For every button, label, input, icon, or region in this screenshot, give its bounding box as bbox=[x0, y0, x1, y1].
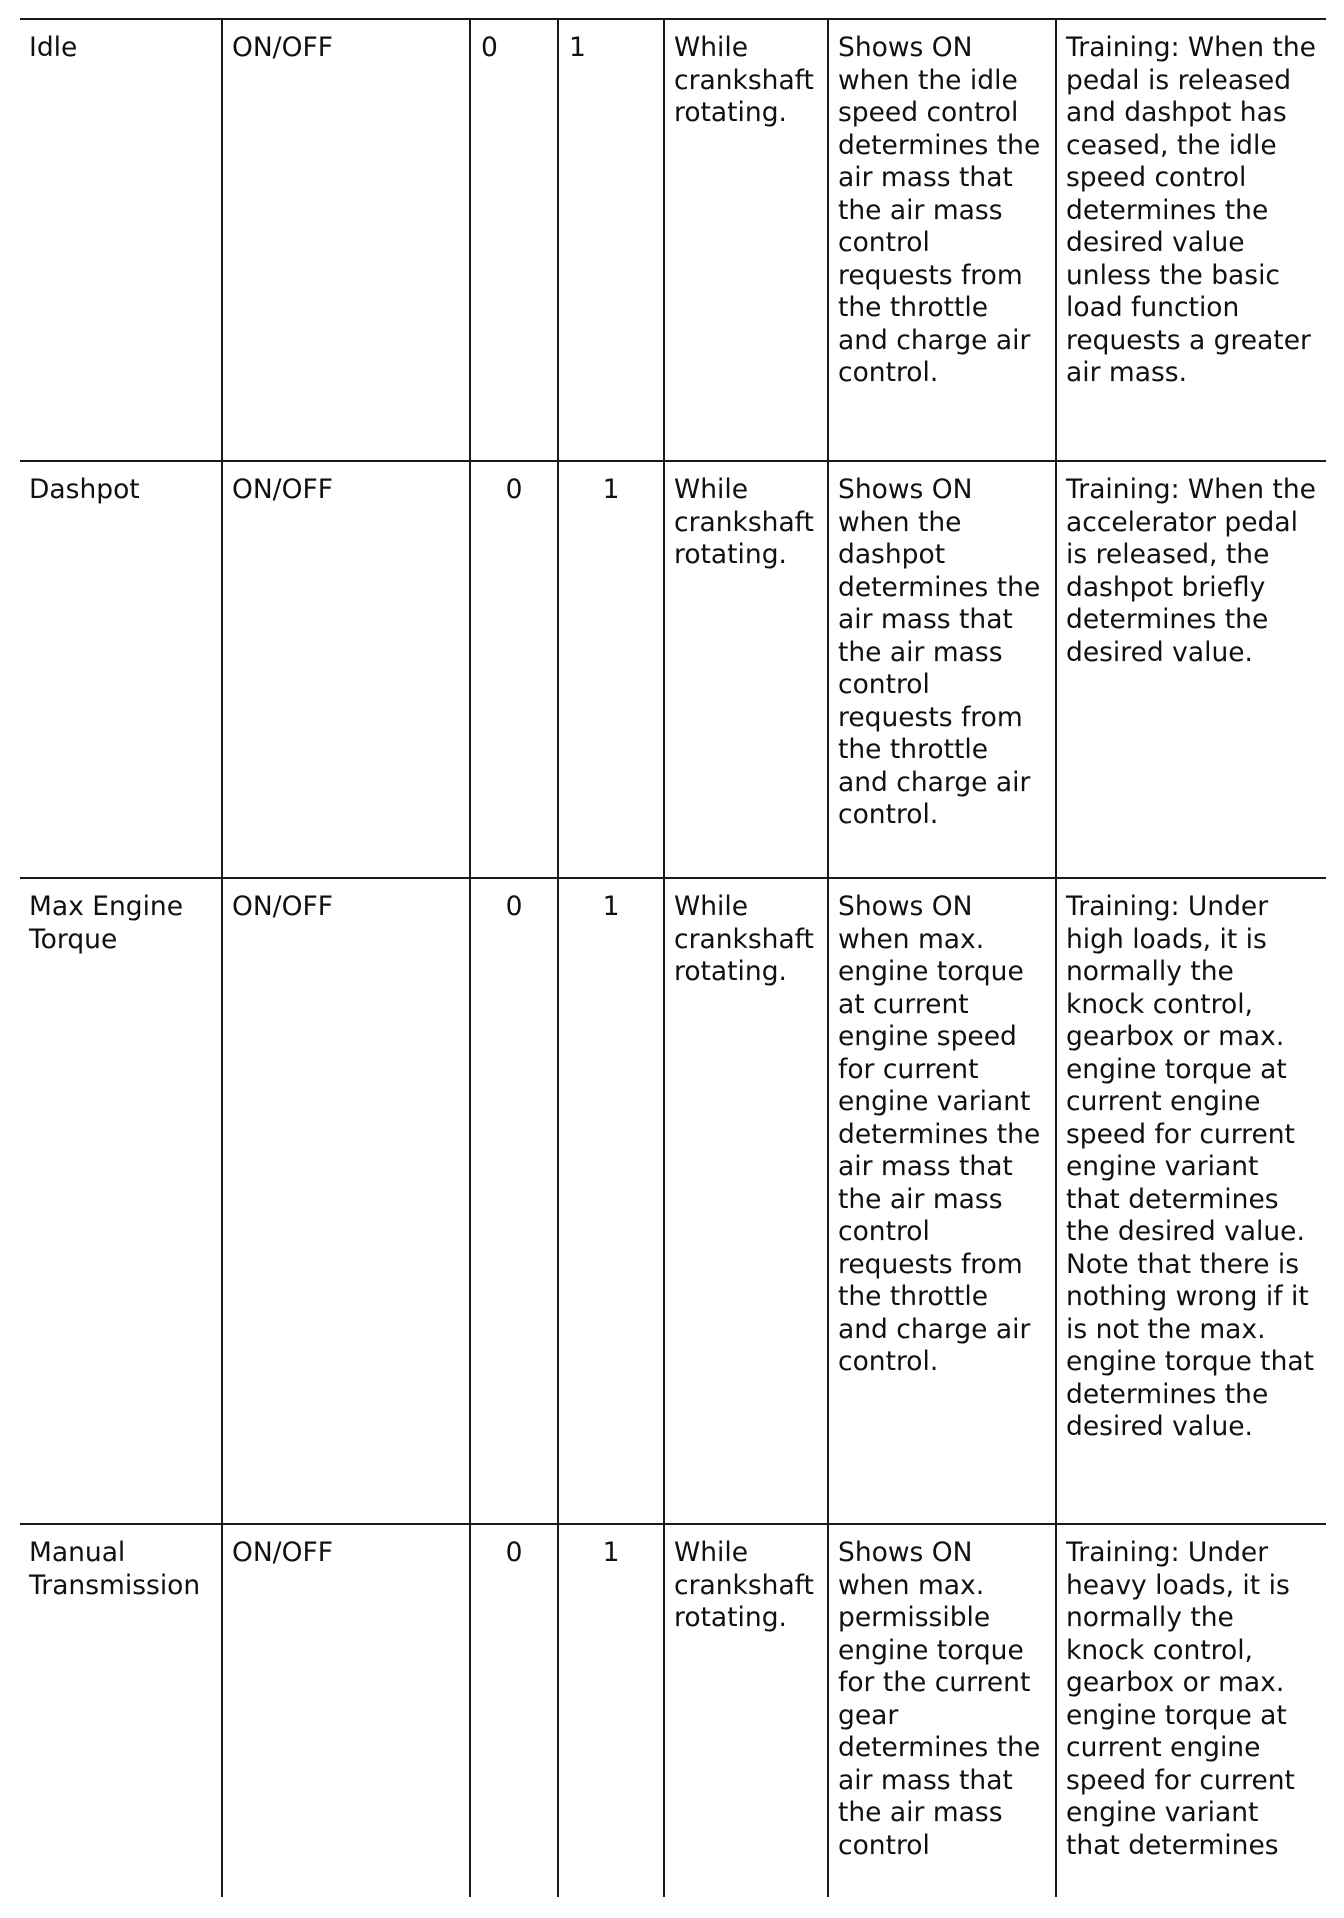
parameter-unit: ON/OFF bbox=[222, 878, 470, 1524]
parameter-description: Shows ON when max. engine torque at current engine speed for current engine variant determines the air mass that the air mass control requests from the throttle and charge air control. bbox=[828, 878, 1056, 1524]
parameter-note: Training: Under high loads, it is normally the knock control, gearbox or max. engine torque at current engine speed for current engine variant that determines the desired value. Note that there is nothing wrong if it is not the max. engine torque that determines the desired value. bbox=[1056, 878, 1326, 1524]
parameter-condition: While crankshaft rotating. bbox=[664, 19, 828, 461]
parameter-description: Shows ON when the dashpot determines the air mass that the air mass control requests from the throttle and charge air control. bbox=[828, 461, 1056, 878]
parameter-description: Shows ON when max. permissible engine torque for the current gear determines the air mass that the air mass control bbox=[828, 1524, 1056, 1897]
parameter-note: Training: When the pedal is released and dashpot has ceased, the idle speed control determines the desired value unless the basic load function requests a greater air mass. bbox=[1056, 19, 1326, 461]
parameter-condition: While crankshaft rotating. bbox=[664, 878, 828, 1524]
parameter-min: 0 bbox=[470, 878, 558, 1524]
table-row bbox=[20, 878, 1326, 1524]
table-row bbox=[20, 19, 1326, 461]
parameter-max: 1 bbox=[558, 878, 664, 1524]
parameter-max: 1 bbox=[558, 461, 664, 878]
parameter-condition: While crankshaft rotating. bbox=[664, 461, 828, 878]
parameter-table bbox=[20, 18, 1326, 1897]
parameter-min: 0 bbox=[470, 1524, 558, 1897]
parameter-name: Dashpot bbox=[20, 461, 222, 878]
parameter-min: 0 bbox=[470, 19, 558, 461]
parameter-min: 0 bbox=[470, 461, 558, 878]
parameter-name: Idle bbox=[20, 19, 222, 461]
parameter-max: 1 bbox=[558, 1524, 664, 1897]
parameter-description: Shows ON when the idle speed control determines the air mass that the air mass control requests from the throttle and charge air control. bbox=[828, 19, 1056, 461]
parameter-condition: While crankshaft rotating. bbox=[664, 1524, 828, 1897]
table-row bbox=[20, 461, 1326, 878]
parameter-note: Training: When the accelerator pedal is released, the dashpot briefly determines the desired value. bbox=[1056, 461, 1326, 878]
parameter-note: Training: Under heavy loads, it is normally the knock control, gearbox or max. engine torque at current engine speed for current engine variant that determines bbox=[1056, 1524, 1326, 1897]
parameter-unit: ON/OFF bbox=[222, 19, 470, 461]
parameter-unit: ON/OFF bbox=[222, 461, 470, 878]
table-row bbox=[20, 1524, 1326, 1897]
parameter-name: Max Engine Torque bbox=[20, 878, 222, 1524]
parameter-unit: ON/OFF bbox=[222, 1524, 470, 1897]
parameter-max: 1 bbox=[558, 19, 664, 461]
parameter-name: Manual Transmission bbox=[20, 1524, 222, 1897]
